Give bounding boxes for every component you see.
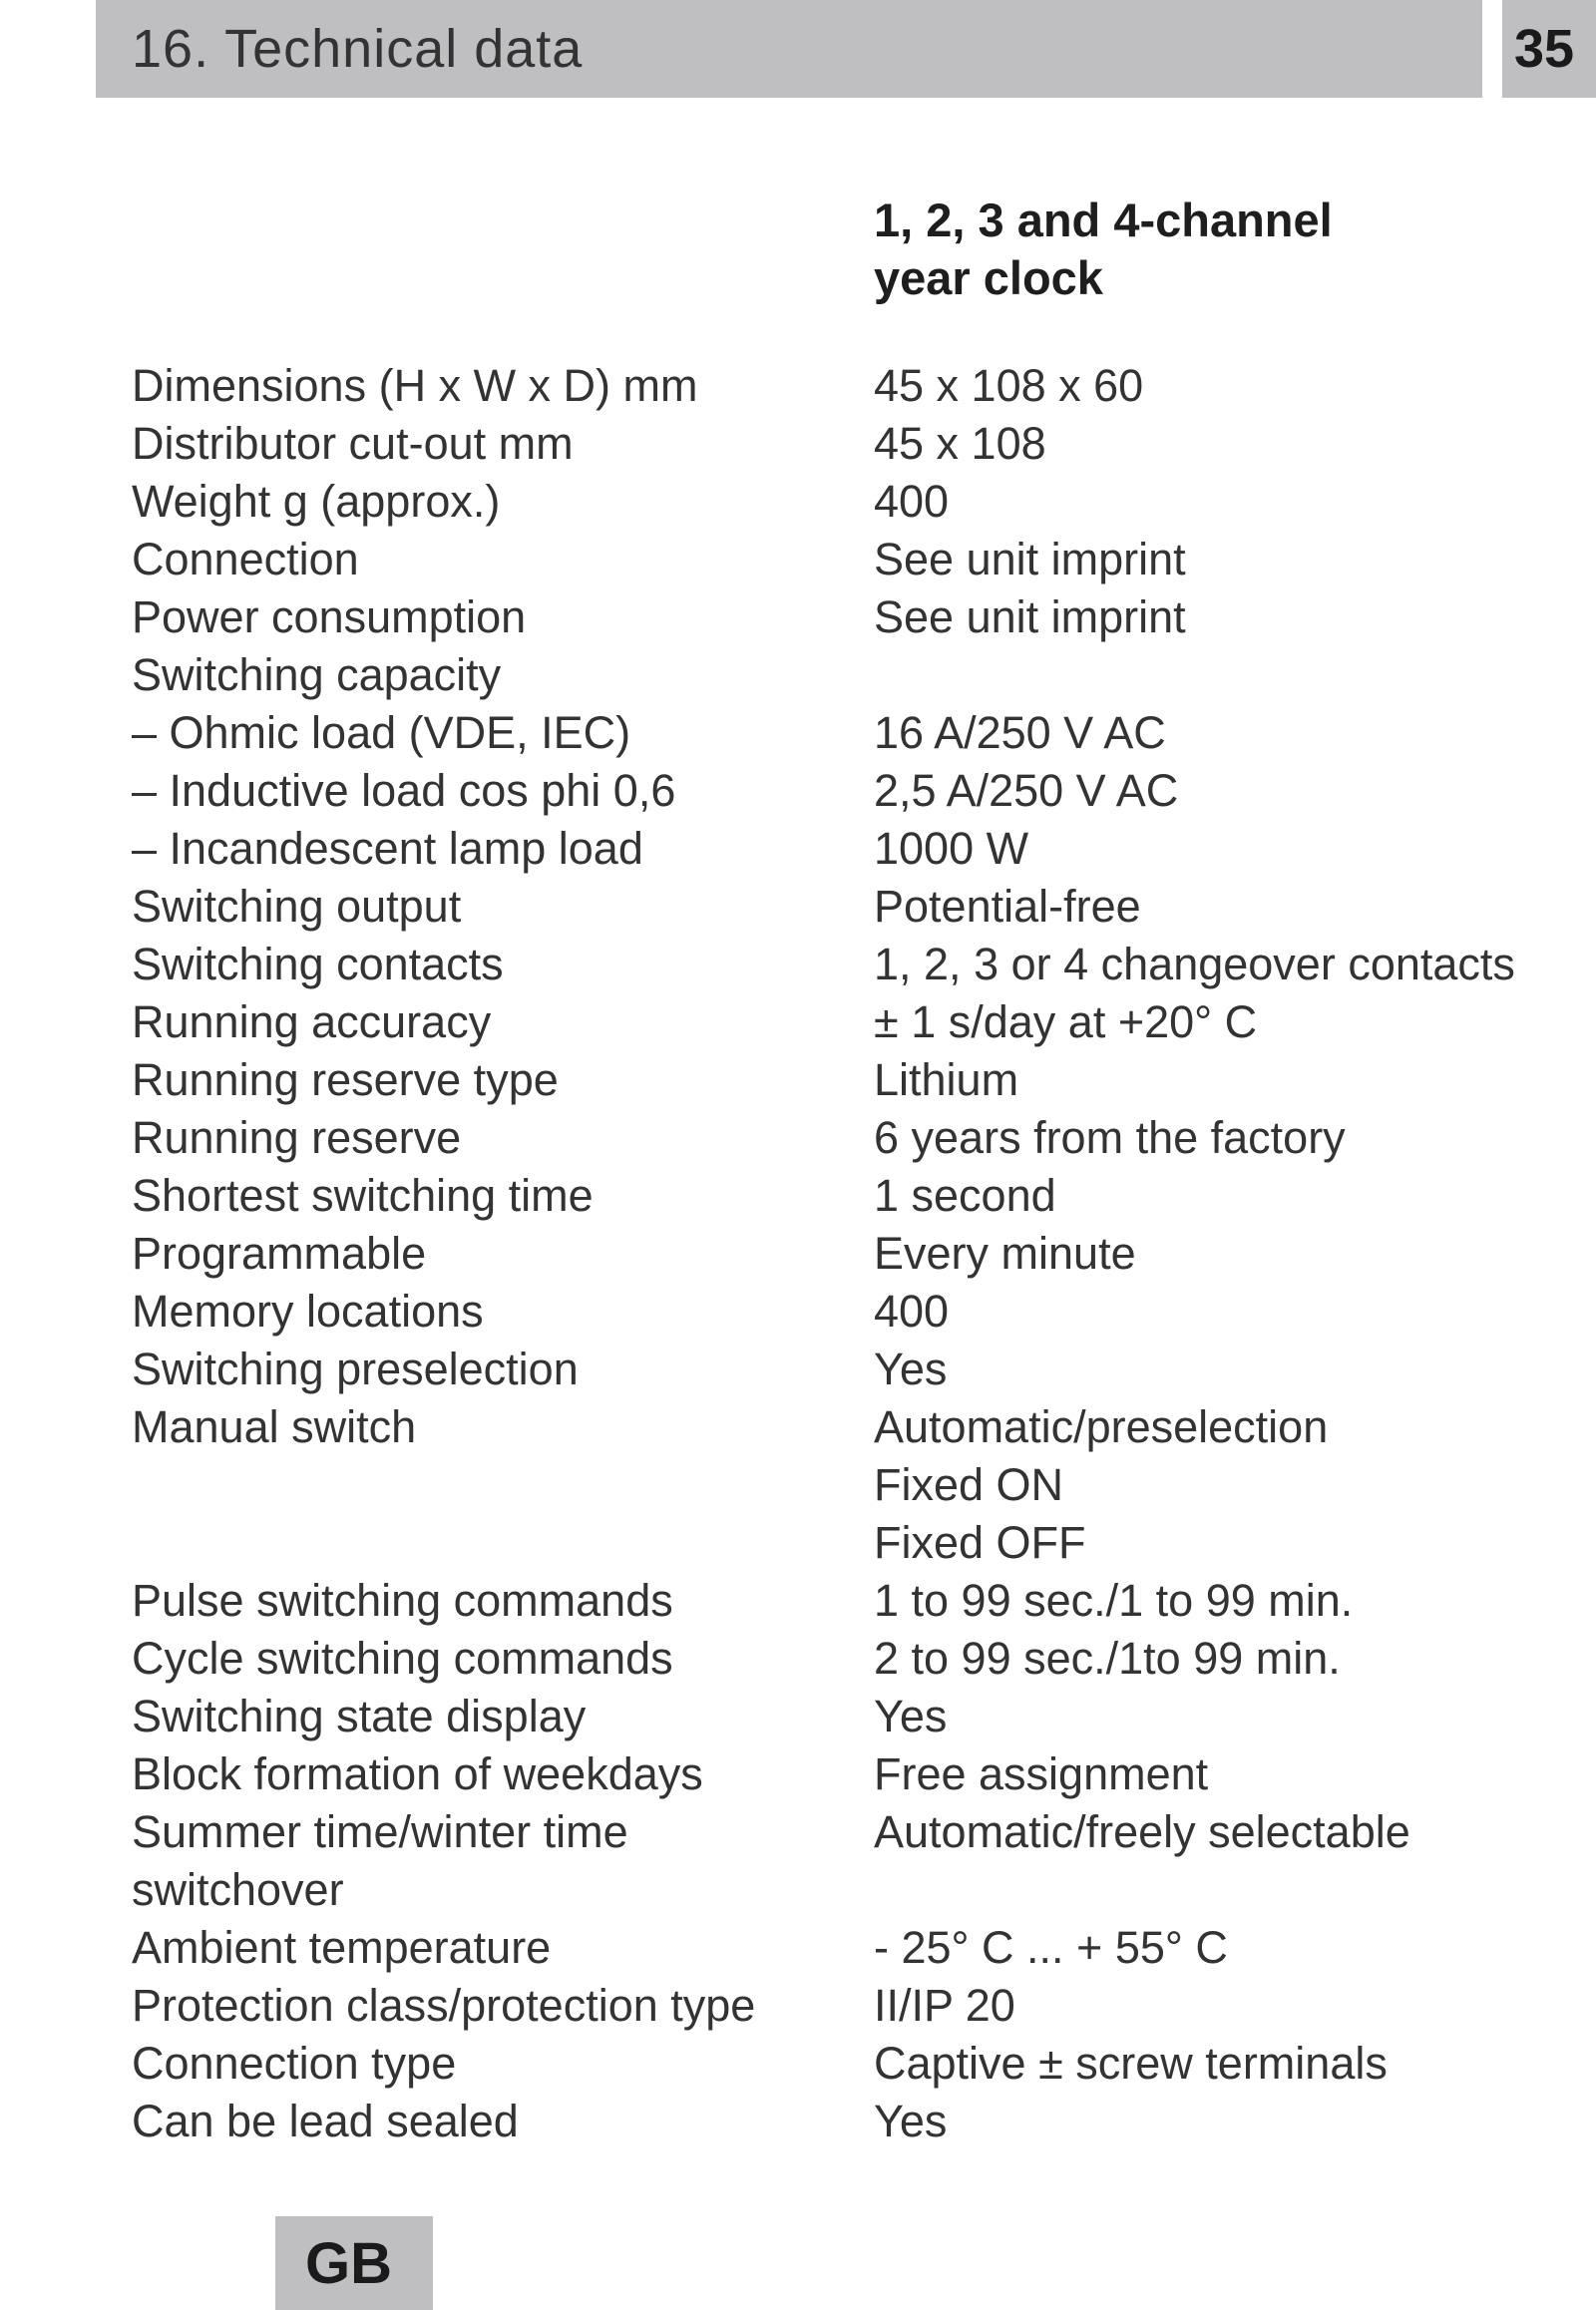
spec-label: Summer time/winter time xyxy=(132,1806,628,1857)
spec-label: Switching capacity xyxy=(132,649,502,700)
spec-label: Switching state display xyxy=(132,1691,587,1741)
spec-label: – Ohmic load (VDE, IEC) xyxy=(132,707,631,758)
spec-label: Running accuracy xyxy=(132,996,492,1047)
spec-value: 45 x 108 xyxy=(874,418,1046,469)
spec-label: Switching output xyxy=(132,881,462,932)
spec-value: Every minute xyxy=(874,1228,1136,1279)
spec-row xyxy=(132,415,1588,473)
spec-row xyxy=(132,357,1588,415)
spec-value: Free assignment xyxy=(874,1748,1209,1799)
spec-row xyxy=(132,1688,1588,1745)
language-code: GB xyxy=(305,2231,392,2296)
spec-value: 1000 W xyxy=(874,823,1029,874)
spec-label: Connection type xyxy=(132,2038,457,2089)
spec-label: – Incandescent lamp load xyxy=(132,823,643,874)
spec-label: Programmable xyxy=(132,1228,427,1279)
column-heading-line-1: 1, 2, 3 and 4-channel xyxy=(874,193,1333,246)
spec-row xyxy=(132,820,1588,878)
spec-value: Automatic/preselection xyxy=(874,1401,1329,1452)
spec-value: Fixed ON xyxy=(874,1459,1064,1510)
spec-label: Weight g (approx.) xyxy=(132,476,501,527)
page-number: 35 xyxy=(1514,19,1575,79)
spec-label: Dimensions (H x W x D) mm xyxy=(132,360,698,411)
spec-label: Running reserve xyxy=(132,1112,462,1163)
spec-value: 1, 2, 3 or 4 changeover contacts xyxy=(874,939,1515,989)
spec-value: - 25° C ... + 55° C xyxy=(874,1922,1228,1973)
spec-row xyxy=(132,1514,1588,1572)
spec-label: Block formation of weekdays xyxy=(132,1748,703,1799)
spec-row xyxy=(132,1919,1588,1977)
column-heading-line-2: year clock xyxy=(874,251,1103,304)
spec-value: 2 to 99 sec./1to 99 min. xyxy=(874,1633,1341,1684)
spec-value: II/IP 20 xyxy=(874,1980,1015,2031)
spec-row xyxy=(132,1456,1588,1514)
spec-value: 400 xyxy=(874,476,950,527)
spec-label: Protection class/protection type xyxy=(132,1980,756,2031)
spec-value: ± 1 s/day at +20° C xyxy=(874,996,1258,1047)
spec-row xyxy=(132,473,1588,531)
section-title: 16. Technical data xyxy=(132,19,584,79)
spec-row xyxy=(132,588,1588,646)
spec-label: Switching contacts xyxy=(132,939,504,989)
spec-row xyxy=(132,878,1588,936)
spec-label: Power consumption xyxy=(132,591,527,642)
spec-label: Cycle switching commands xyxy=(132,1633,673,1684)
spec-label: Manual switch xyxy=(132,1401,417,1452)
spec-label: Shortest switching time xyxy=(132,1170,594,1221)
spec-row xyxy=(132,2093,1588,2150)
spec-value: 1 second xyxy=(874,1170,1056,1221)
spec-value: Lithium xyxy=(874,1054,1019,1105)
spec-row xyxy=(132,1572,1588,1630)
spec-value xyxy=(874,1861,1588,1919)
spec-value: Potential-free xyxy=(874,881,1141,932)
spec-row xyxy=(132,1051,1588,1109)
spec-value xyxy=(874,646,1588,704)
spec-label: Pulse switching commands xyxy=(132,1575,673,1626)
spec-row xyxy=(132,1745,1588,1803)
spec-label: Memory locations xyxy=(132,1286,484,1337)
spec-table xyxy=(132,357,1588,2150)
spec-label: – Inductive load cos phi 0,6 xyxy=(132,765,676,816)
spec-value: See unit imprint xyxy=(874,591,1186,642)
spec-row xyxy=(132,531,1588,588)
spec-value: Fixed OFF xyxy=(874,1517,1086,1568)
spec-row xyxy=(132,993,1588,1051)
spec-label xyxy=(132,1514,874,1572)
spec-value: Yes xyxy=(874,1691,948,1741)
spec-row xyxy=(132,1861,1588,1919)
spec-label: Connection xyxy=(132,534,359,584)
spec-row xyxy=(132,1283,1588,1341)
spec-row xyxy=(132,936,1588,993)
spec-value: 2,5 A/250 V AC xyxy=(874,765,1179,816)
spec-label xyxy=(132,1456,874,1514)
spec-label: Can be lead sealed xyxy=(132,2096,519,2146)
spec-value: 6 years from the factory xyxy=(874,1112,1346,1163)
spec-row xyxy=(132,1167,1588,1225)
spec-value: 400 xyxy=(874,1286,950,1337)
spec-row xyxy=(132,646,1588,704)
spec-row xyxy=(132,1109,1588,1167)
spec-value: Yes xyxy=(874,2096,948,2146)
spec-row xyxy=(132,1803,1588,1861)
spec-row xyxy=(132,1341,1588,1398)
spec-label: switchover xyxy=(132,1864,344,1915)
spec-value: Yes xyxy=(874,1344,948,1394)
spec-row xyxy=(132,1630,1588,1688)
spec-value: 45 x 108 x 60 xyxy=(874,360,1144,411)
spec-value: Automatic/freely selectable xyxy=(874,1806,1410,1857)
spec-row xyxy=(132,762,1588,820)
spec-value: 16 A/250 V AC xyxy=(874,707,1166,758)
spec-value: See unit imprint xyxy=(874,534,1186,584)
spec-row xyxy=(132,1225,1588,1283)
column-heading xyxy=(874,192,1333,307)
spec-value: Captive ± screw terminals xyxy=(874,2038,1388,2089)
spec-label: Running reserve type xyxy=(132,1054,559,1105)
spec-label: Switching preselection xyxy=(132,1344,579,1394)
spec-row xyxy=(132,2035,1588,2093)
spec-label: Distributor cut-out mm xyxy=(132,418,574,469)
spec-value: 1 to 99 sec./1 to 99 min. xyxy=(874,1575,1354,1626)
spec-label: Ambient temperature xyxy=(132,1922,552,1973)
spec-row xyxy=(132,1398,1588,1456)
spec-row xyxy=(132,704,1588,762)
spec-row xyxy=(132,1977,1588,2035)
